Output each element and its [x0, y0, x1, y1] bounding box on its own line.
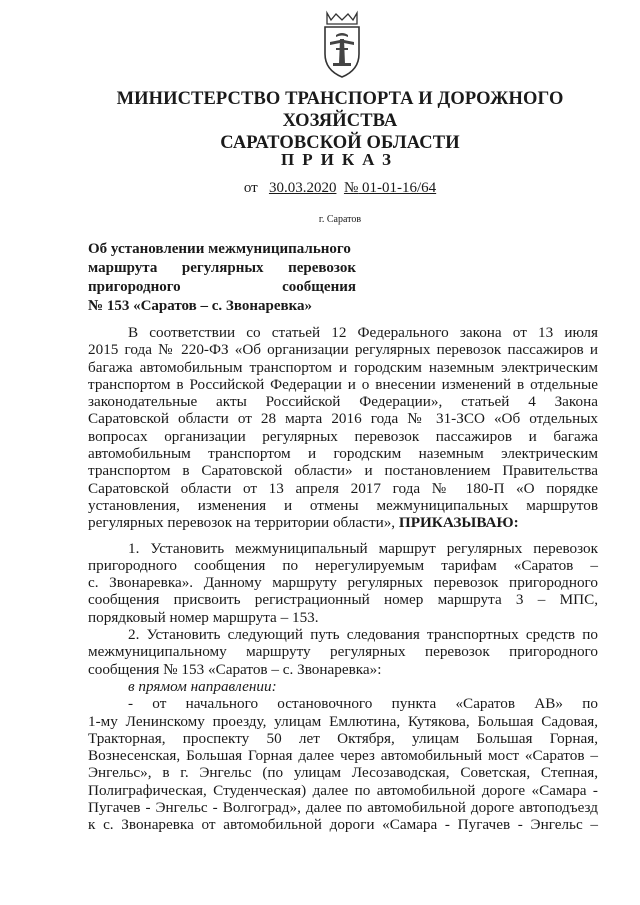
subject-line: маршрута регулярных перевозок	[88, 260, 356, 276]
direction-label: в прямом направлении:	[128, 677, 277, 695]
text-line: Саратовской области от 13 апреля 2017 года № 180-П «О порядке	[88, 479, 598, 497]
date-prefix: от	[243, 180, 258, 196]
item-1-paragraph	[88, 540, 598, 626]
text-line: автомобильным транспортом и городским наземным электрическим	[88, 445, 598, 463]
text-line: к с. Звонаревка от автомобильной дороги «Самара - Пугачев - Энгельс –	[88, 816, 598, 834]
subject-line: Об установлении межмуниципального	[88, 241, 351, 257]
subject-line: № 153 «Саратов – с. Звонаревка»	[88, 298, 312, 314]
text-line: Энгельс», в г. Энгельс (по улицам Лесозаводская, Советская, Степная,	[88, 764, 598, 782]
text-line: межмуниципальному маршруту регулярных перевозок пригородного	[88, 643, 598, 661]
number-prefix: №	[343, 180, 359, 196]
text-line: Пугачев - Энгельс - Волгоград», далее по автомобильной дороге автоподъезд	[88, 799, 598, 817]
text-line: Саратовской области от 28 марта 2016 года № 31-ЗСО «Об отдельных	[88, 410, 598, 428]
text-line	[88, 514, 598, 531]
text-line: багажа автомобильным транспортом и городским наземным электрическим	[88, 358, 598, 376]
text-line: В соответствии со статьей 12 Федерального закона от 13 июля	[128, 324, 598, 341]
text-line: 2015 года № 220-ФЗ «Об организации регулярных перевозок пассажиров и	[88, 341, 598, 359]
ministry-name-line2: САРАТОВСКОЙ ОБЛАСТИ	[220, 133, 460, 153]
order-subject	[88, 240, 356, 316]
ministry-name-line1: МИНИСТЕРСТВО ТРАНСПОРТА И ДОРОЖНОГО ХОЗЯЙСТВА	[116, 89, 564, 131]
subject-line: пригородного сообщения	[88, 279, 356, 295]
city-label: г. Саратов	[318, 214, 362, 225]
text-line: Полиграфическая, Студенческая) далее по автомобильной дороге «Самара -	[88, 781, 598, 799]
coat-of-arms-emblem	[315, 8, 369, 80]
order-body	[88, 324, 598, 834]
text-line: сообщения присвоить регистрационный номер маршрута 3 – МПС,	[88, 591, 598, 609]
text-line: установления, изменения и отмены межмуниципальных маршрутов	[88, 496, 598, 514]
text-line: транспортом в Российской Федерации и о внесении изменений в отдельные	[88, 375, 598, 393]
text-line: с. Звонаревка». Данному маршруту регулярных перевозок пригородного	[88, 574, 598, 592]
preamble-paragraph	[88, 324, 598, 532]
ministry-name	[60, 88, 620, 154]
order-date: 30.03.2020	[268, 180, 337, 196]
text-line: законодательные акты Российской Федерации», статьей 4 Закона	[88, 393, 598, 411]
document-type-heading: ПРИКАЗ	[281, 150, 399, 169]
text-line: Вознесенская, Большая Горная далее через автомобильный мост «Саратов –	[88, 747, 598, 765]
text-line: 1. Установить межмуниципальный маршрут регулярных перевозок	[128, 539, 598, 557]
item-2-paragraph	[88, 626, 598, 834]
text-line: Тракторная, проспекту 50 лет Октября, улицам Большая Горная,	[88, 729, 598, 747]
order-number: 01-01-16/64	[362, 180, 437, 196]
text-line-start: регулярных перевозок на территории области»,	[88, 514, 396, 532]
text-line: - от начального остановочного пункта «Саратов АВ» по	[128, 695, 598, 713]
order-word: ПРИКАЗЫВАЮ:	[398, 514, 519, 532]
text-line: порядковый номер маршрута – 153.	[88, 608, 319, 626]
text-line: сообщения № 153 «Саратов – с. Звонаревка»:	[88, 660, 382, 678]
text-line: транспортом в Саратовской области» и постановлением Правительства	[88, 462, 598, 480]
text-line: 1-му Ленинскому проезду, улицам Емлютина, Кутякова, Большая Садовая,	[88, 712, 598, 730]
date-number-line	[60, 180, 620, 197]
text-line: пригородного сообщения по нерегулируемым тарифам «Саратов –	[88, 556, 598, 574]
text-line: 2. Установить следующий путь следования транспортных средств по	[128, 626, 598, 644]
text-line: вопросах организации регулярных перевозок пассажиров и багажа	[88, 427, 598, 445]
